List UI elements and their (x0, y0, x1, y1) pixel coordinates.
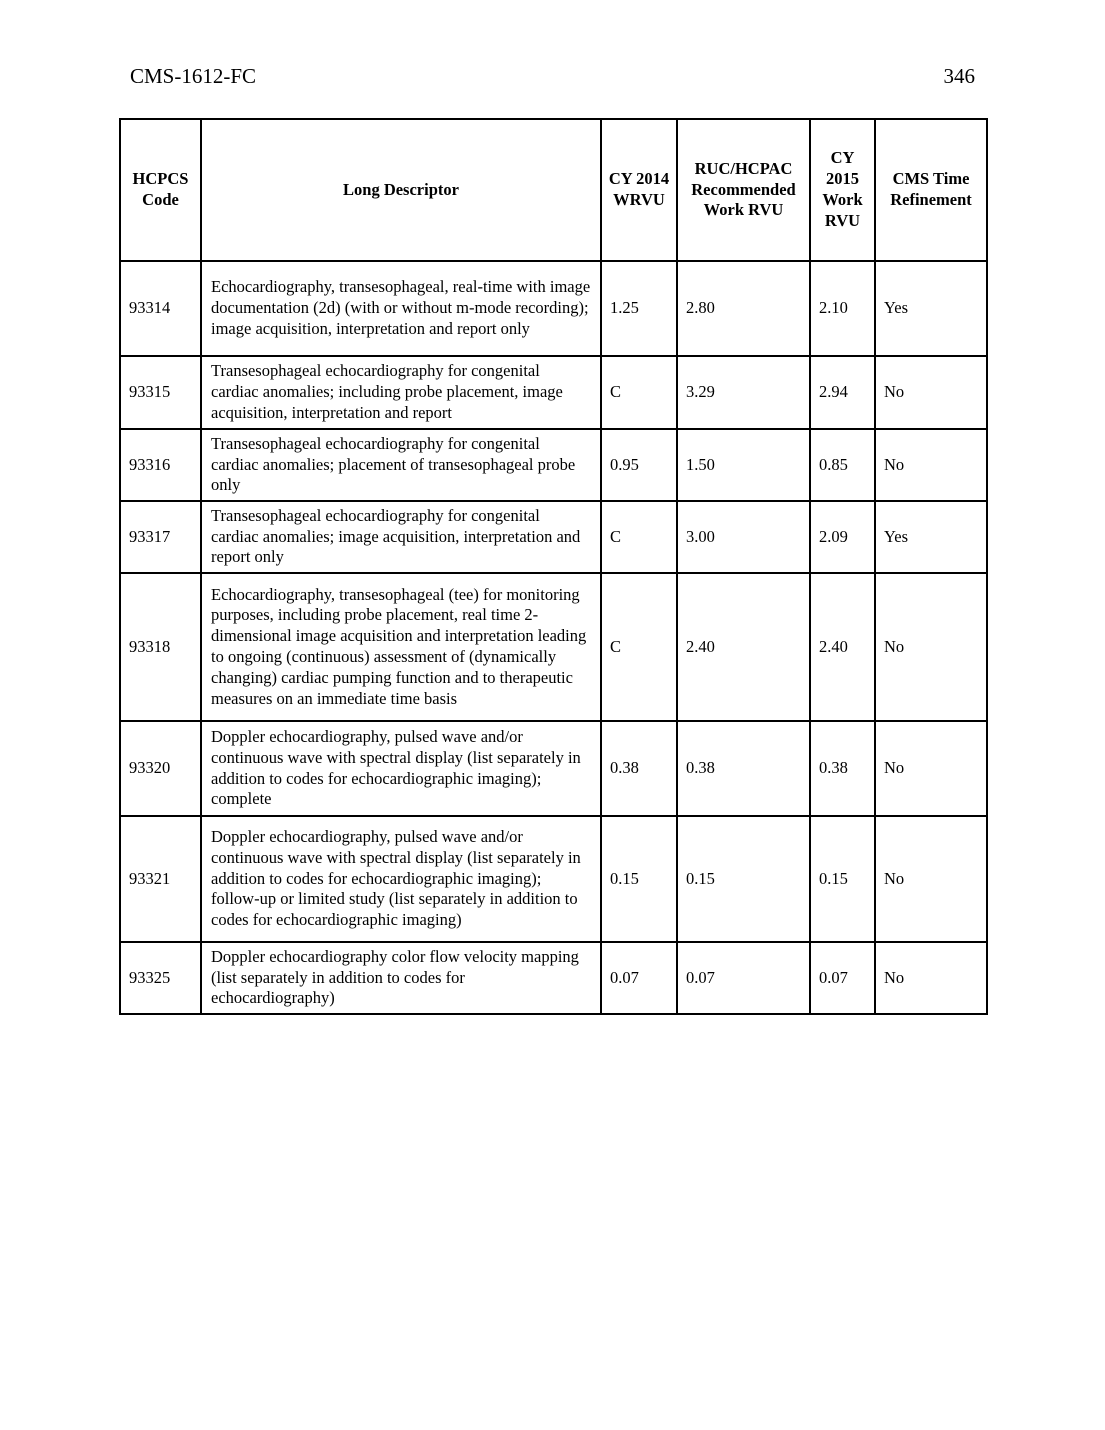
cell-code: 93325 (120, 942, 201, 1014)
cell-code: 93321 (120, 816, 201, 942)
cell-cy2014: 0.15 (601, 816, 677, 942)
table-row (120, 721, 987, 816)
cell-cy2015: 0.85 (810, 429, 875, 501)
cell-cy2015: 2.40 (810, 573, 875, 721)
column-header-ruc-hcpac: RUC/HCPAC Recommended Work RVU (677, 119, 810, 261)
cell-descriptor: Doppler echocardiography, pulsed wave and/or continuous wave with spectral display (list separately in addition to codes for echocardiographic imaging); complete (201, 721, 601, 816)
column-header-cy2015-work-rvu: CY 2015 Work RVU (810, 119, 875, 261)
cell-code: 93318 (120, 573, 201, 721)
cell-descriptor: Transesophageal echocardiography for congenital cardiac anomalies; placement of transesophageal probe only (201, 429, 601, 501)
table-row (120, 356, 987, 429)
cell-cms: No (875, 816, 987, 942)
cell-ruc: 0.07 (677, 942, 810, 1014)
cell-cms: No (875, 356, 987, 429)
cell-ruc: 0.38 (677, 721, 810, 816)
cell-code: 93316 (120, 429, 201, 501)
table-row (120, 816, 987, 942)
column-header-cms-time-refinement: CMS Time Refinement (875, 119, 987, 261)
cell-descriptor: Echocardiography, transesophageal, real-time with image documentation (2d) (with or without m-mode recording); image acquisition, interpretation and report only (201, 261, 601, 356)
cell-ruc: 2.40 (677, 573, 810, 721)
cell-cy2014: 0.38 (601, 721, 677, 816)
table-row (120, 942, 987, 1014)
cell-ruc: 3.29 (677, 356, 810, 429)
cell-cy2015: 0.38 (810, 721, 875, 816)
cell-cy2015: 2.09 (810, 501, 875, 573)
document-id: CMS-1612-FC (130, 64, 257, 88)
cell-cy2014: 0.95 (601, 429, 677, 501)
cell-cms: No (875, 573, 987, 721)
table-row (120, 501, 987, 573)
cell-descriptor: Doppler echocardiography color flow velocity mapping (list separately in addition to codes for echocardiography) (201, 942, 601, 1014)
cell-cy2014: C (601, 573, 677, 721)
cell-cms: No (875, 429, 987, 501)
rvu-table (119, 118, 988, 1015)
cell-code: 93317 (120, 501, 201, 573)
column-header-long-descriptor: Long Descriptor (201, 119, 601, 261)
cell-code: 93314 (120, 261, 201, 356)
table-row (120, 573, 987, 721)
cell-cy2015: 0.07 (810, 942, 875, 1014)
table-row (120, 429, 987, 501)
cell-descriptor: Doppler echocardiography, pulsed wave and/or continuous wave with spectral display (list separately in addition to codes for echocardiographic imaging); follow-up or limited study (list separately in addition to codes for echocardiographic imaging) (201, 816, 601, 942)
page-header (130, 64, 975, 94)
cell-cy2014: 0.07 (601, 942, 677, 1014)
cell-cy2014: C (601, 356, 677, 429)
cell-cms: No (875, 721, 987, 816)
cell-cy2015: 2.94 (810, 356, 875, 429)
cell-code: 93320 (120, 721, 201, 816)
cell-cy2015: 2.10 (810, 261, 875, 356)
table-header-row (120, 119, 987, 261)
page-number: 346 (943, 64, 975, 88)
cell-descriptor: Transesophageal echocardiography for congenital cardiac anomalies; image acquisition, interpretation and report only (201, 501, 601, 573)
cell-descriptor: Echocardiography, transesophageal (tee) for monitoring purposes, including probe placement, real time 2-dimensional image acquisition and interpretation leading to ongoing (continuous) assessment of (dynamically changing) cardiac pumping function and to therapeutic measures on an immediate time basis (201, 573, 601, 721)
cell-cms: Yes (875, 261, 987, 356)
cell-code: 93315 (120, 356, 201, 429)
cell-cy2014: C (601, 501, 677, 573)
cell-cms: No (875, 942, 987, 1014)
column-header-hcpcs-code: HCPCS Code (120, 119, 201, 261)
table-row (120, 261, 987, 356)
column-header-cy2014-wrvu: CY 2014 WRVU (601, 119, 677, 261)
cell-ruc: 3.00 (677, 501, 810, 573)
cell-cms: Yes (875, 501, 987, 573)
cell-descriptor: Transesophageal echocardiography for congenital cardiac anomalies; including probe placement, image acquisition, interpretation and report (201, 356, 601, 429)
cell-ruc: 2.80 (677, 261, 810, 356)
cell-ruc: 1.50 (677, 429, 810, 501)
cell-cy2015: 0.15 (810, 816, 875, 942)
cell-ruc: 0.15 (677, 816, 810, 942)
cell-cy2014: 1.25 (601, 261, 677, 356)
